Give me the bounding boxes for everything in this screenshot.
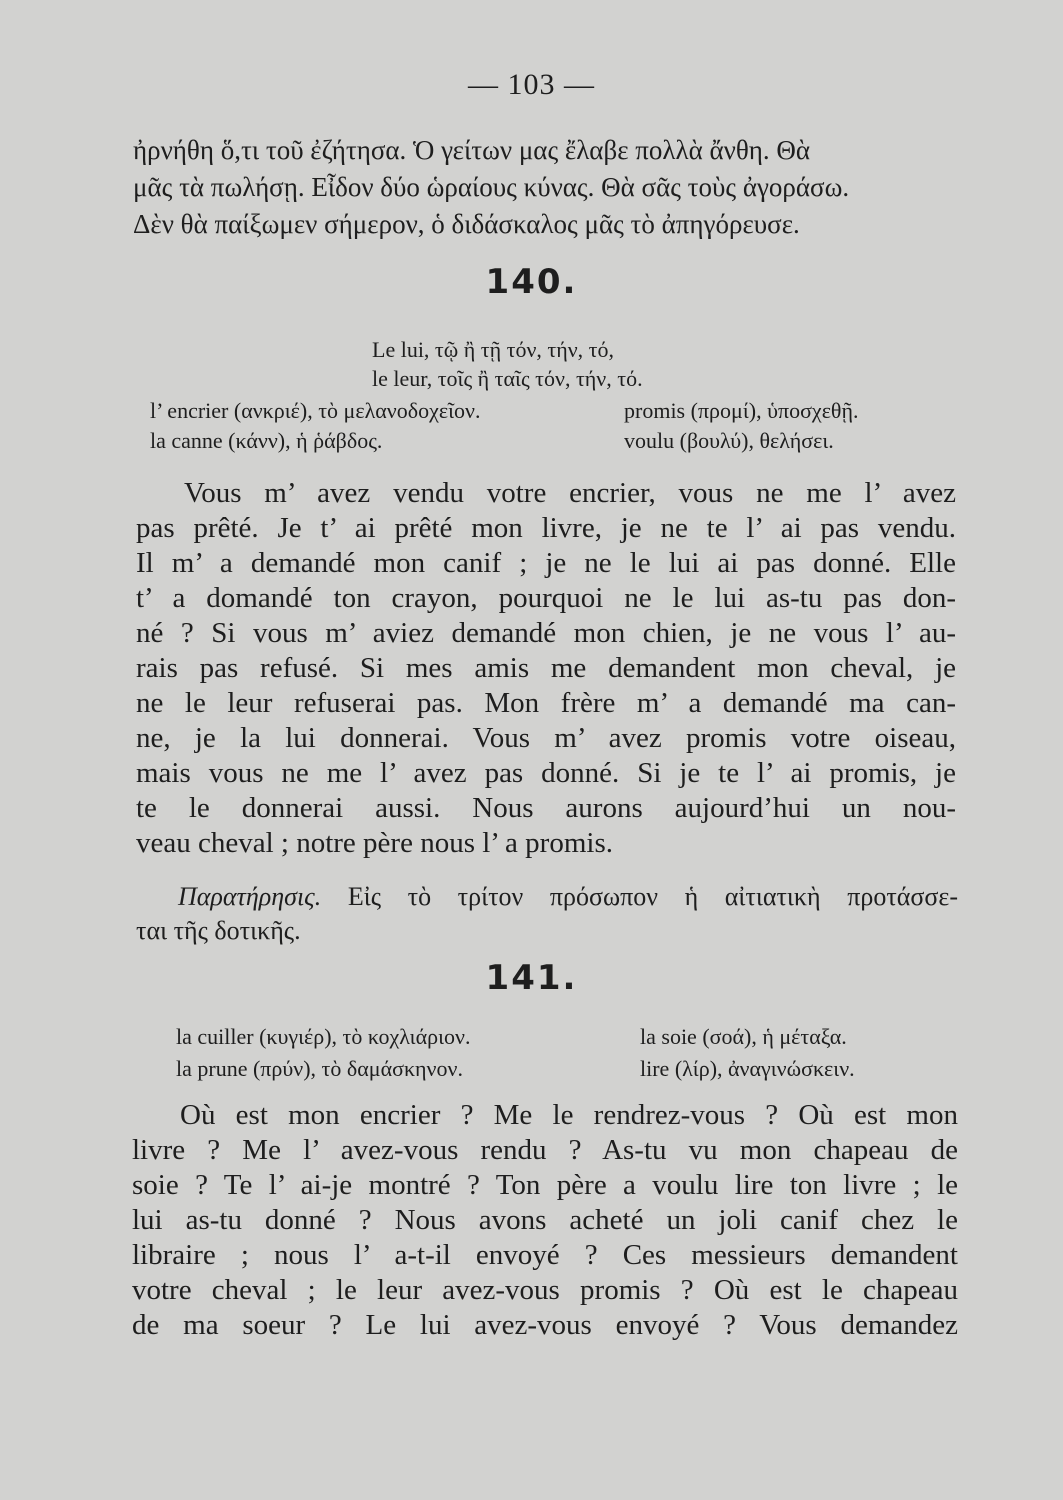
text-line: ne le leur refuserai pas. Mon frère m’ a demandé ma can-	[136, 687, 956, 719]
text-line: t’ a domandé ton crayon, pourquoi ne le lui as-tu pas don-	[136, 582, 956, 614]
text-line: ne, je la lui donnerai. Vous m’ avez promis votre oiseau,	[136, 722, 956, 754]
text-line: de ma soeur ? Le lui avez-vous envoyé ? Vous demandez	[132, 1309, 958, 1341]
text-line: soie ? Te l’ ai-je montré ? Ton père a voulu lire ton livre ; le	[132, 1169, 958, 1201]
text-line: veau cheval ; notre père nous l’ a promis.	[136, 827, 613, 859]
greek-intro-paragraph	[133, 132, 963, 243]
vocab-entry: la prune (πρύν), τὸ δαμάσκηνον.	[176, 1056, 463, 1081]
text-line: mais vous ne me l’ avez pas donné. Si je te l’ ai promis, je	[136, 757, 956, 789]
vocab-entry: la soie (σοά), ἡ μέταξα.	[640, 1024, 847, 1049]
vocab-entry: la cuiller (κυγιέρ), τὸ κοχλιάριον.	[176, 1024, 471, 1049]
text-line: te le donnerai aussi. Nous aurons aujourd’hui un nou-	[136, 792, 956, 824]
text-line: Vous m’ avez vendu votre encrier, vous ne me l’ avez	[184, 477, 956, 509]
note-label: Παρατήρησις.	[178, 882, 322, 911]
text-line: μᾶς τὰ πωλήσῃ. Εἶδον δύο ὡραίους κύνας. Θὰ σᾶς τοὺς ἀγοράσω.	[133, 172, 850, 202]
lesson-140-heading: 140.	[485, 262, 578, 302]
text-line: né ? Si vous m’ aviez demandé mon chien, je ne vous l’ au-	[136, 617, 956, 649]
text-line: votre cheval ; le leur avez-vous promis ? Où est le chapeau	[132, 1274, 958, 1306]
pronoun-rule-line: Le lui, τῷ ἢ τῇ τόν, τήν, τό,	[372, 337, 615, 362]
text-line: Il m’ a demandé mon canif ; je ne le lui ai pas donné. Elle	[136, 547, 956, 579]
grammar-note	[136, 880, 958, 948]
text-line: Δὲν θὰ παίξωμεν σήμερον, ὁ διδάσκαλος μᾶς τὸ ἀπηγόρευσε.	[133, 209, 800, 239]
text-line: livre ? Me l’ avez-vous rendu ? As-tu vu mon chapeau de	[132, 1134, 958, 1166]
text-line: ἠρνήθη ὅ,τι τοῦ ἐζήτησα. Ὁ γείτων μας ἔλαβε πολλὰ ἄνθη. Θὰ	[133, 135, 811, 165]
note-line	[136, 880, 958, 914]
text-line: pas prêté. Je t’ ai prêté mon livre, je ne te l’ ai pas vendu.	[136, 512, 956, 544]
page-number: — 103 —	[468, 68, 595, 101]
note-text: Εἰς τὸ τρίτον πρόσωπον ἡ αἰτιατικὴ προτάσσε-	[347, 882, 959, 911]
exercise-141-paragraph	[132, 1098, 958, 1343]
lesson-141-heading: 141.	[485, 958, 578, 998]
text-line: lui as-tu donné ? Nous avons acheté un joli canif chez le	[132, 1204, 958, 1236]
vocab-entry: lire (λίρ), ἀναγινώσκειν.	[640, 1056, 855, 1081]
vocab-entry: l’ encrier (ανκριέ), τὸ μελανοδοχεῖον.	[150, 398, 481, 423]
vocab-entry: voulu (βουλύ), θελήσει.	[624, 428, 834, 453]
note-line: ται τῆς δοτικῆς.	[136, 916, 301, 945]
exercise-140-paragraph	[136, 476, 956, 861]
vocab-entry: promis (προμί), ὑποσχεθῇ.	[624, 398, 859, 423]
pronoun-rule-line: le leur, τοῖς ἢ ταῖς τόν, τήν, τό.	[372, 366, 643, 391]
text-line: rais pas refusé. Si mes amis me demandent mon cheval, je	[136, 652, 956, 684]
vocab-entry: la canne (κάνν), ἡ ῥάβδος.	[150, 428, 383, 453]
text-line: Où est mon encrier ? Me le rendrez-vous ? Où est mon	[180, 1099, 958, 1131]
text-line: libraire ; nous l’ a-t-il envoyé ? Ces messieurs demandent	[132, 1239, 958, 1271]
